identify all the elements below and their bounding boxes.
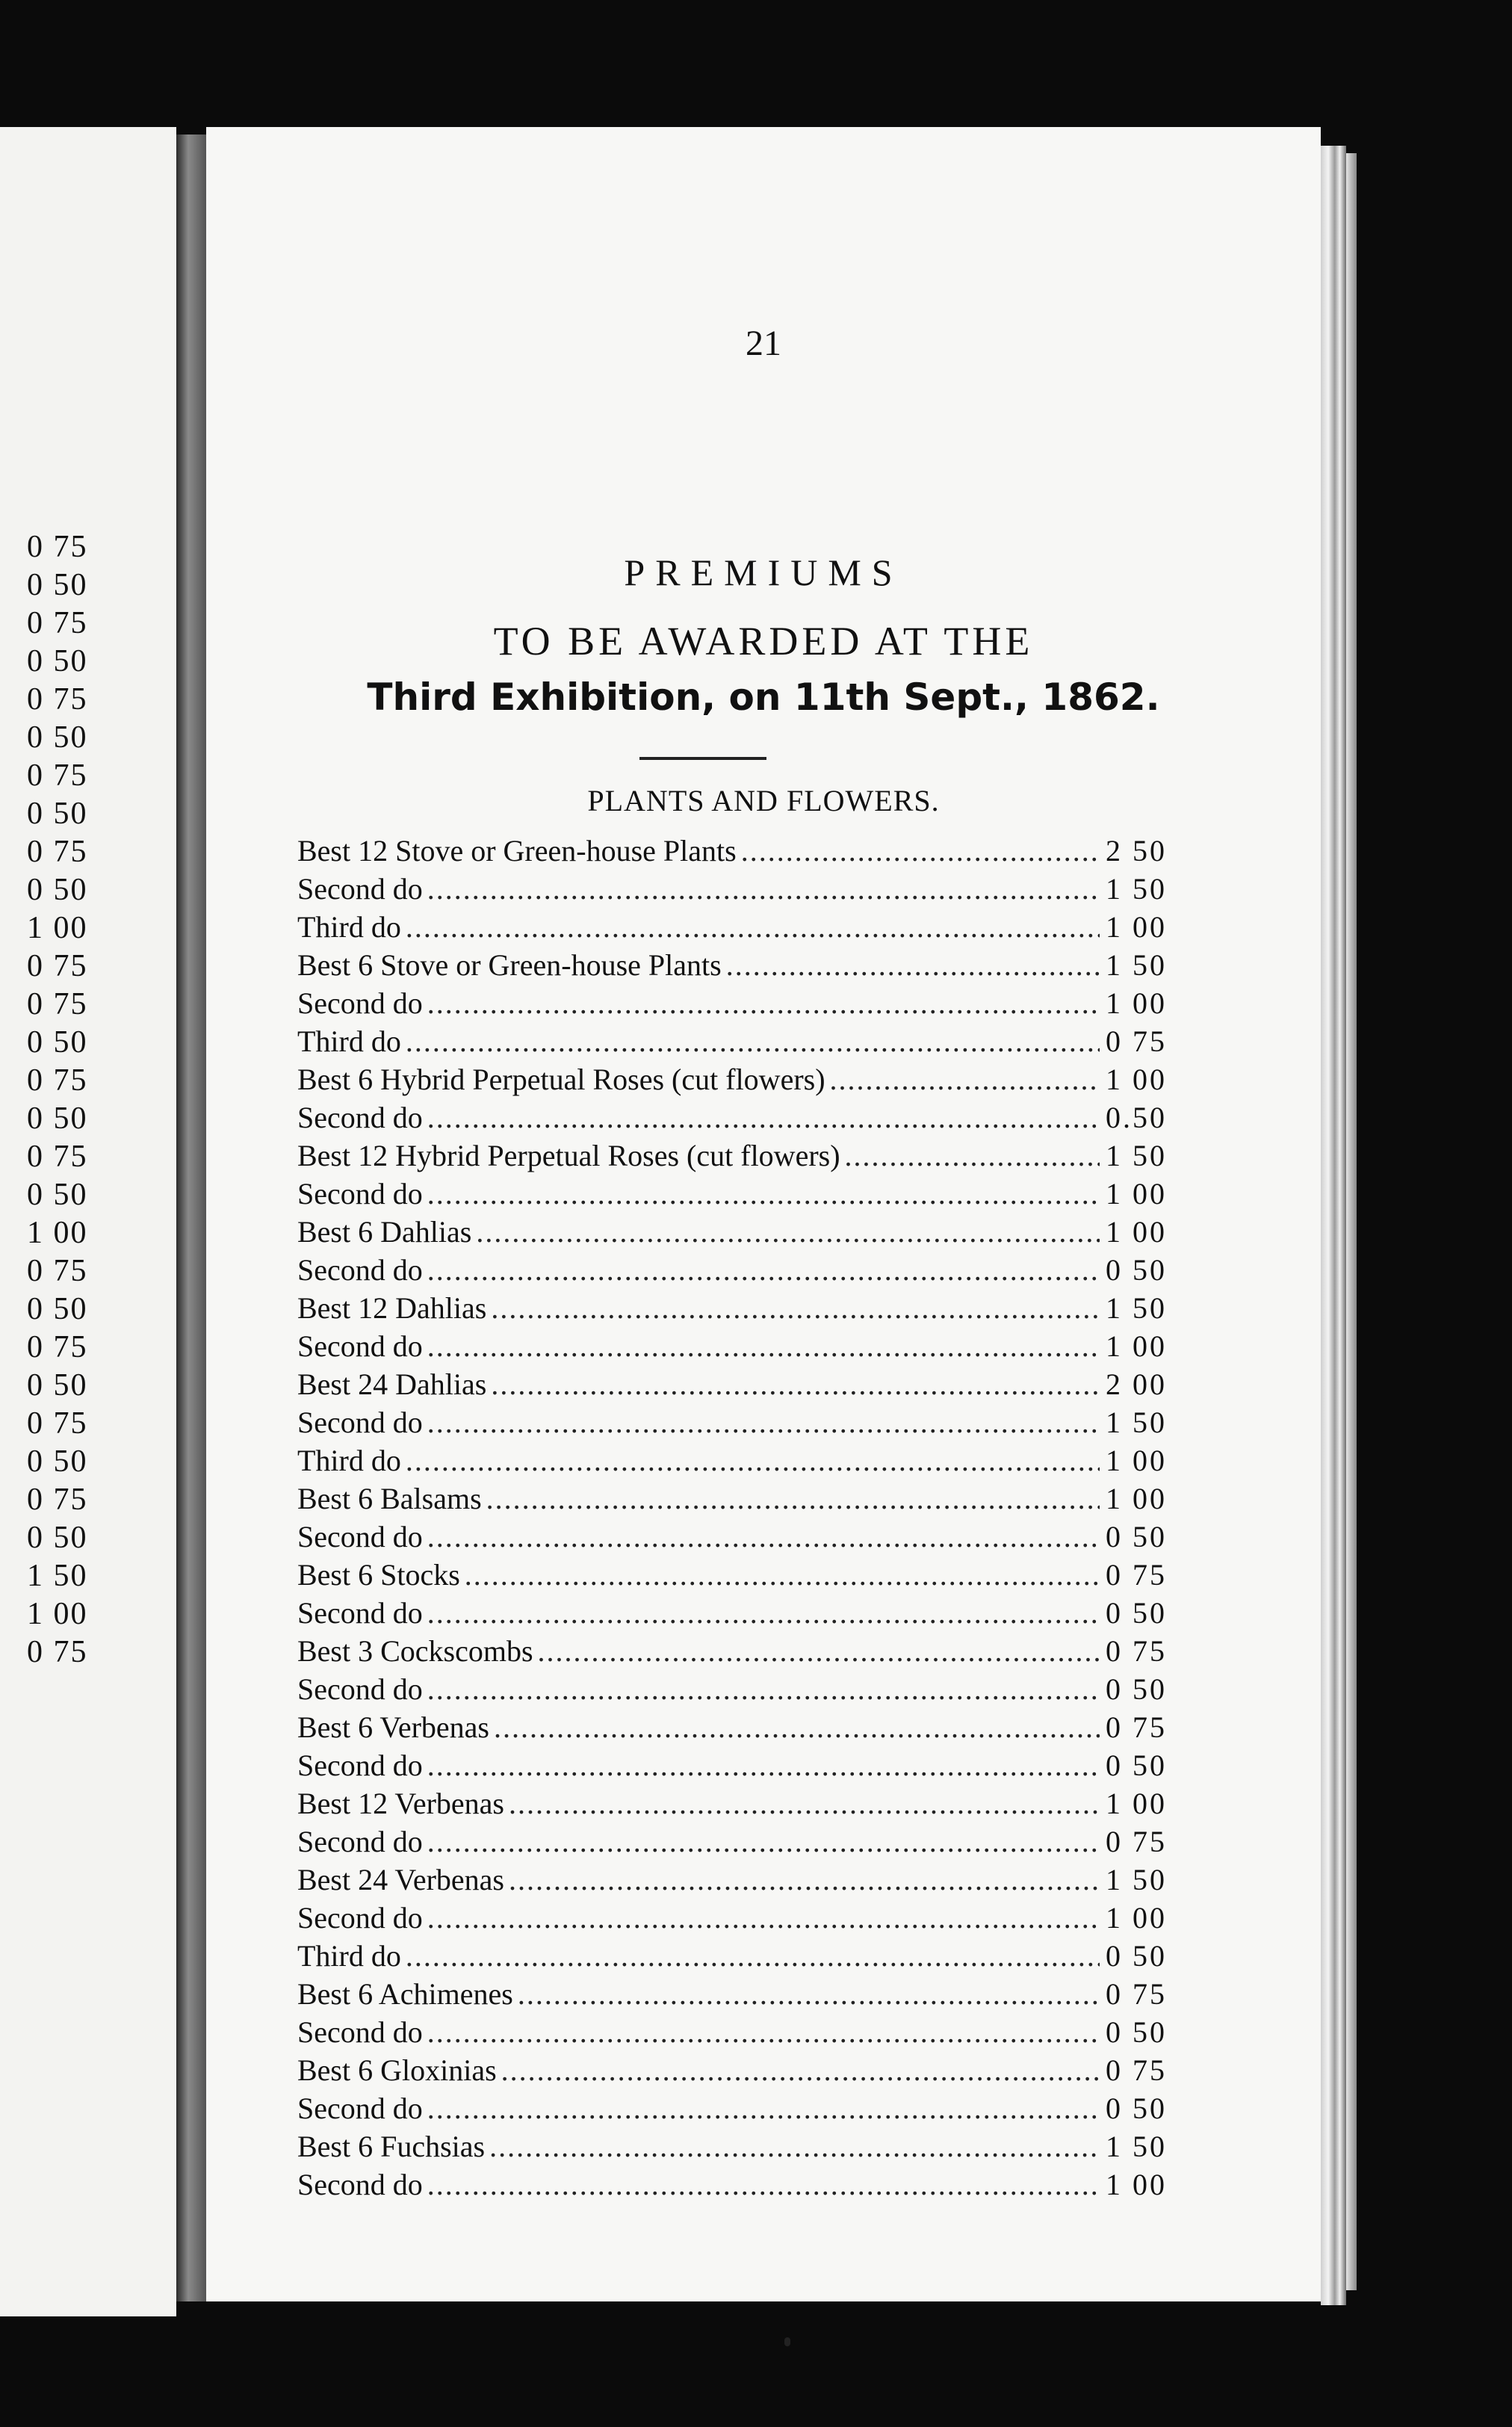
premium-label: Second do <box>297 1672 423 1706</box>
leader-dots <box>427 1405 1100 1440</box>
left-page-amount: 0 50 <box>27 1025 88 1060</box>
leader-dots <box>427 2091 1100 2126</box>
leader-dots <box>538 1633 1100 1669</box>
left-page-amount: 0 75 <box>27 682 88 717</box>
premium-row <box>297 2091 1194 2129</box>
leader-dots <box>427 1176 1100 1211</box>
leader-dots <box>509 1862 1100 1897</box>
left-page-amount: 1 00 <box>27 1216 88 1250</box>
leader-dots <box>427 1329 1100 1364</box>
premium-amount: 1 00 <box>1106 1177 1167 1211</box>
premium-label: Best 6 Achimenes <box>297 1977 513 2011</box>
right-page <box>206 127 1321 2301</box>
left-page-amount: 0 75 <box>27 1140 88 1174</box>
premium-label: Best 12 Hybrid Perpetual Roses (cut flowers) <box>297 1139 840 1172</box>
premium-amount: 0 50 <box>1106 1939 1167 1973</box>
premium-label: Second do <box>297 1253 423 1287</box>
book-gutter <box>176 135 206 2301</box>
ink-speck <box>784 2337 790 2346</box>
leader-dots <box>427 1100 1100 1135</box>
premium-row <box>297 1176 1194 1214</box>
left-page-amount: 0 75 <box>27 1063 88 1098</box>
premium-row <box>297 1938 1194 1976</box>
premium-row <box>297 2053 1194 2091</box>
left-page-amount: 0 75 <box>27 1635 88 1669</box>
premium-row <box>297 1214 1194 1252</box>
premium-row <box>297 1786 1194 1824</box>
left-page-amount: 0 50 <box>27 1178 88 1212</box>
leader-dots <box>406 909 1100 944</box>
left-page-amount: 0 50 <box>27 1444 88 1479</box>
page-number: 21 <box>746 324 781 363</box>
premium-row <box>297 909 1194 947</box>
premium-label: Second do <box>297 1177 423 1211</box>
premium-row <box>297 1557 1194 1595</box>
premium-amount: 1 00 <box>1106 1444 1167 1477</box>
section-title: PLANTS AND FLOWERS. <box>587 784 940 817</box>
leader-dots <box>427 2015 1100 2050</box>
premium-amount: 1 50 <box>1106 1291 1167 1325</box>
leader-dots <box>427 1900 1100 1935</box>
leader-dots <box>830 1062 1100 1097</box>
premium-row <box>297 1976 1194 2015</box>
left-page-amount: 0 75 <box>27 1483 88 1517</box>
premium-row <box>297 1138 1194 1176</box>
premium-label: Second do <box>297 1825 423 1858</box>
premium-amount: 0 50 <box>1106 1253 1167 1287</box>
premium-amount: 1 00 <box>1106 1215 1167 1249</box>
premium-amount: 1 00 <box>1106 1901 1167 1935</box>
premium-amount: 1 50 <box>1106 1406 1167 1439</box>
premium-row <box>297 1062 1194 1100</box>
left-page-amount: 0 75 <box>27 758 88 793</box>
premium-row <box>297 1748 1194 1786</box>
premium-amount: 1 50 <box>1106 872 1167 906</box>
premium-row <box>297 1595 1194 1633</box>
premium-amount: 1 50 <box>1106 1139 1167 1172</box>
leader-dots <box>427 871 1100 906</box>
premium-row <box>297 1824 1194 1862</box>
premium-amount: 2 50 <box>1106 834 1167 868</box>
premium-amount: 1 00 <box>1106 1482 1167 1515</box>
premium-label: Best 12 Dahlias <box>297 1291 487 1325</box>
premium-label: Best 6 Verbenas <box>297 1710 489 1744</box>
leader-dots <box>741 833 1100 868</box>
premium-amount: 0.50 <box>1106 1101 1167 1134</box>
premium-label: Third do <box>297 1939 401 1973</box>
leader-dots <box>486 1481 1100 1516</box>
leader-dots <box>518 1976 1100 2012</box>
premium-label: Best 6 Hybrid Perpetual Roses (cut flowers) <box>297 1063 825 1096</box>
left-page-amount: 0 50 <box>27 644 88 678</box>
premium-label: Best 3 Cockscombs <box>297 1634 533 1668</box>
left-page-amount: 0 50 <box>27 797 88 831</box>
leader-dots <box>427 2167 1100 2202</box>
premium-label: Best 24 Verbenas <box>297 1863 504 1896</box>
leader-dots <box>476 1214 1100 1249</box>
premium-label: Second do <box>297 1329 423 1363</box>
premium-label: Second do <box>297 2015 423 2049</box>
left-page-amount: 1 00 <box>27 911 88 945</box>
left-page-amount: 0 50 <box>27 873 88 907</box>
premium-label: Second do <box>297 1520 423 1553</box>
premium-label: Third do <box>297 1444 401 1477</box>
leader-dots <box>406 1443 1100 1478</box>
left-page-amount: 0 50 <box>27 1521 88 1555</box>
premium-row <box>297 2129 1194 2167</box>
left-page-amount: 0 75 <box>27 606 88 640</box>
premium-amount: 1 00 <box>1106 1063 1167 1096</box>
premium-label: Second do <box>297 1901 423 1935</box>
premium-label: Second do <box>297 986 423 1020</box>
premium-label: Second do <box>297 2168 423 2201</box>
premium-row <box>297 1633 1194 1672</box>
premium-amount: 0 75 <box>1106 1634 1167 1668</box>
leader-dots <box>491 1367 1100 1402</box>
premium-row <box>297 1329 1194 1367</box>
premium-row <box>297 1900 1194 1938</box>
premium-row <box>297 947 1194 986</box>
premium-row <box>297 1672 1194 1710</box>
heading-awarded: TO BE AWARDED AT THE <box>493 619 1034 664</box>
premium-row <box>297 986 1194 1024</box>
left-page-amount: 0 50 <box>27 1101 88 1136</box>
left-page-amount: 1 00 <box>27 1597 88 1631</box>
leader-dots <box>427 986 1100 1021</box>
heading-exhibition: Third Exhibition, on 11th Sept., 1862. <box>367 675 1160 719</box>
left-page-amount: 0 75 <box>27 1406 88 1441</box>
left-page <box>0 127 176 2316</box>
leader-dots <box>501 2053 1100 2088</box>
premium-row <box>297 1710 1194 1748</box>
premium-label: Best 6 Dahlias <box>297 1215 472 1249</box>
left-page-amount: 0 50 <box>27 1292 88 1326</box>
premium-amount: 1 00 <box>1106 1329 1167 1363</box>
premium-label: Best 12 Stove or Green-house Plants <box>297 834 737 868</box>
premium-row <box>297 833 1194 871</box>
premium-row <box>297 1443 1194 1481</box>
premium-row <box>297 1862 1194 1900</box>
premium-amount: 0 50 <box>1106 1520 1167 1553</box>
premium-label: Best 6 Stove or Green-house Plants <box>297 948 722 982</box>
premium-label: Second do <box>297 1596 423 1630</box>
premium-row <box>297 2167 1194 2205</box>
left-page-amount: 0 50 <box>27 568 88 602</box>
premium-amount: 1 00 <box>1106 986 1167 1020</box>
premium-amount: 2 00 <box>1106 1367 1167 1401</box>
premium-label: Second do <box>297 872 423 906</box>
premium-amount: 0 75 <box>1106 1977 1167 2011</box>
premium-list <box>297 833 1194 2205</box>
leader-dots <box>427 1252 1100 1287</box>
premium-row <box>297 1519 1194 1557</box>
premium-label: Second do <box>297 1749 423 1782</box>
heading-premiums: PREMIUMS <box>624 551 903 593</box>
premium-label: Best 6 Balsams <box>297 1482 482 1515</box>
premium-amount: 0 75 <box>1106 1024 1167 1058</box>
leader-dots <box>427 1824 1100 1859</box>
left-page-amount: 0 75 <box>27 1330 88 1364</box>
premium-row <box>297 1100 1194 1138</box>
premium-label: Third do <box>297 910 401 944</box>
premium-label: Second do <box>297 1406 423 1439</box>
page-stack-edge <box>1321 146 1346 2305</box>
leader-dots <box>427 1519 1100 1554</box>
premium-label: Second do <box>297 2091 423 2125</box>
premium-amount: 1 00 <box>1106 2168 1167 2201</box>
premium-row <box>297 2015 1194 2053</box>
leader-dots <box>726 947 1100 983</box>
premium-amount: 0 50 <box>1106 1749 1167 1782</box>
leader-dots <box>406 1024 1100 1059</box>
premium-amount: 0 75 <box>1106 1558 1167 1592</box>
premium-amount: 0 50 <box>1106 1672 1167 1706</box>
premium-amount: 1 00 <box>1106 1787 1167 1820</box>
premium-label: Best 6 Fuchsias <box>297 2130 486 2163</box>
premium-amount: 0 50 <box>1106 2015 1167 2049</box>
leader-dots <box>465 1557 1100 1592</box>
premium-amount: 1 50 <box>1106 1863 1167 1896</box>
left-page-amount: 1 50 <box>27 1559 88 1593</box>
premium-label: Best 12 Verbenas <box>297 1787 504 1820</box>
left-page-amount: 0 50 <box>27 720 88 755</box>
premium-amount: 0 75 <box>1106 2053 1167 2087</box>
premium-row <box>297 1405 1194 1443</box>
left-page-amount: 0 75 <box>27 835 88 869</box>
premium-amount: 0 50 <box>1106 2091 1167 2125</box>
leader-dots <box>489 2129 1100 2164</box>
premium-row <box>297 1024 1194 1062</box>
leader-dots <box>427 1748 1100 1783</box>
leader-dots <box>427 1595 1100 1630</box>
premium-label: Best 6 Gloxinias <box>297 2053 497 2087</box>
leader-dots <box>406 1938 1100 1973</box>
premium-row <box>297 1367 1194 1405</box>
leader-dots <box>491 1290 1100 1326</box>
premium-row <box>297 1252 1194 1290</box>
premium-label: Third do <box>297 1024 401 1058</box>
premium-amount: 1 50 <box>1106 948 1167 982</box>
premium-row <box>297 871 1194 909</box>
left-page-amount: 0 50 <box>27 1368 88 1403</box>
premium-label: Best 6 Stocks <box>297 1558 460 1592</box>
leader-dots <box>509 1786 1100 1821</box>
premium-label: Second do <box>297 1101 423 1134</box>
leader-dots <box>494 1710 1100 1745</box>
premium-amount: 1 50 <box>1106 2130 1167 2163</box>
premium-row <box>297 1290 1194 1329</box>
premium-amount: 0 75 <box>1106 1710 1167 1744</box>
left-page-amount: 0 75 <box>27 949 88 983</box>
premium-amount: 0 50 <box>1106 1596 1167 1630</box>
premium-amount: 0 75 <box>1106 1825 1167 1858</box>
left-page-amount-column <box>27 528 176 1672</box>
premium-row <box>297 1481 1194 1519</box>
leader-dots <box>845 1138 1100 1173</box>
premium-label: Best 24 Dahlias <box>297 1367 487 1401</box>
left-page-amount: 0 75 <box>27 987 88 1021</box>
left-page-amount: 0 75 <box>27 1254 88 1288</box>
page-stack-edge-shadow <box>1346 153 1357 2290</box>
premium-amount: 1 00 <box>1106 910 1167 944</box>
left-page-amount: 0 75 <box>27 530 88 564</box>
divider-rule <box>639 757 766 760</box>
leader-dots <box>427 1672 1100 1707</box>
